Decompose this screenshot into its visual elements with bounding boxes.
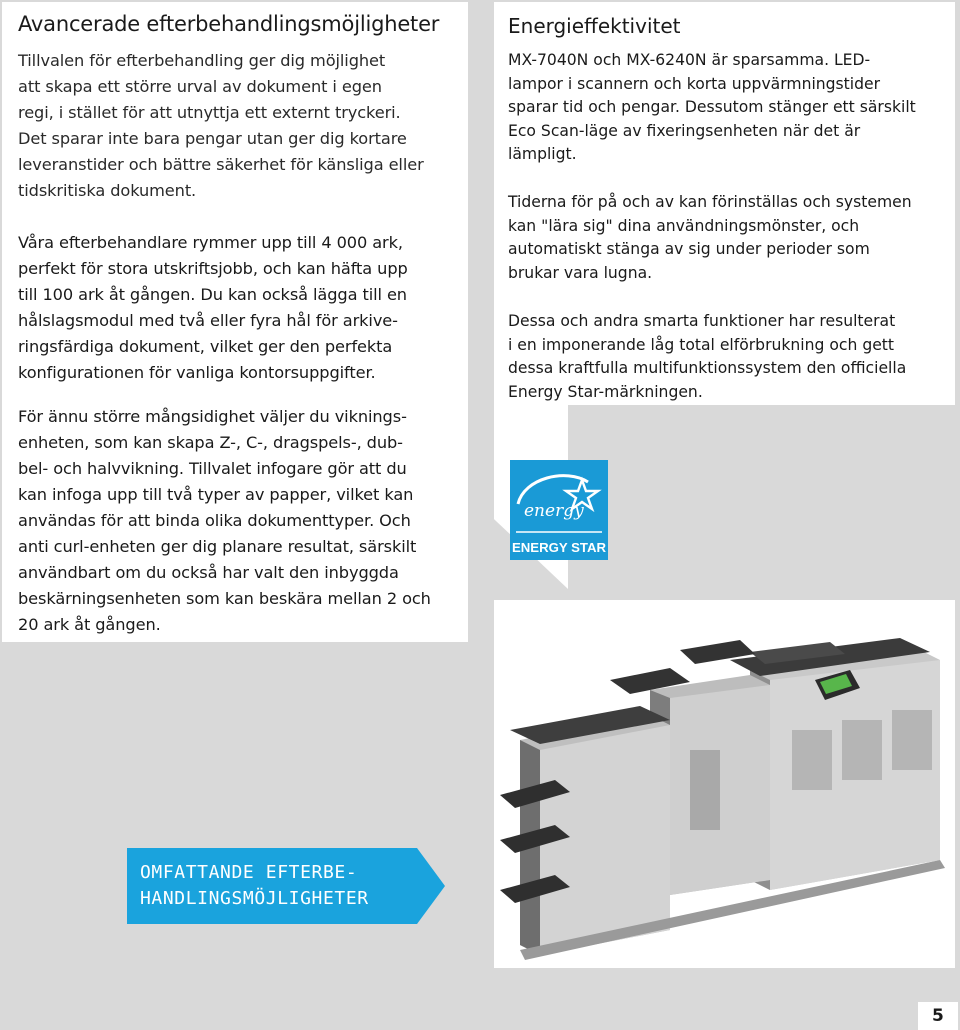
energy-star-paragraph: Dessa och andra smarta funktioner har resulterat i en imponerande låg total elförbrukning och gett dessa kraftfulla multifunktionssystem den officiella Energy Star-märkningen. <box>508 312 907 401</box>
section-heading-finishing: Avancerade efterbehandlingsmöjligheter <box>18 12 440 36</box>
finisher-capacity-paragraph: Våra efterbehandlare rymmer upp till 4 000 ark, perfekt för stora utskriftsjobb, och kan häfta upp till 100 ark åt gången. Du kan också lägga till en hålslagsmodul med två eller fyra hål för arkive- ringsfärdiga dokument, vilket ger den perfekta konfigurationen för vanliga kontorsuppgifter. <box>18 233 408 382</box>
energy-intro-paragraph: MX-7040N och MX-6240N är sparsamma. LED- lampor i scannern och korta uppvärmningstider sparar tid och pengar. Dessutom stänger ett särskilt Eco Scan-läge av fixeringsenheten när det är lämpligt. <box>508 51 916 163</box>
finishing-intro-paragraph: Tillvalen för efterbehandling ger dig möjlighet att skapa ett större urval av dokument i egen regi, i stället för att utnyttja ett externt tryckeri. Det sparar inte bara pengar utan ger dig kortare leveranstider och bättre säkerhet för känsliga eller tidskritiska dokument. <box>18 51 424 200</box>
energy-script-text: energy <box>524 501 584 521</box>
folding-unit-paragraph: För ännu större mångsidighet väljer du viknings- enheten, som kan skapa Z-, C-, dragspels-, dub- bel- och halvvikning. Tillvalet infogare gör att du kan infoga upp till två typer av papper, vilket kan användas för att binda olika dokumenttyper. Och anti curl-enheten ger dig planare resultat, särskilt användbart om du också har valt den inbyggda beskärningsenheten som kan beskära mellan 2 och 20 ark åt gången. <box>18 407 431 634</box>
multifunction-printer-illustration <box>500 610 950 965</box>
energy-star-logo <box>510 460 608 560</box>
energy-timer-paragraph: Tiderna för på och av kan förinställas och systemen kan "lära sig" dina användningsmönster, och automatiskt stänga av sig under perioder som brukar vara lugna. <box>508 193 912 282</box>
callout-text: OMFATTANDE EFTERBE- HANDLINGSMÖJLIGHETER <box>140 862 369 909</box>
page-number: 5 <box>932 1006 944 1026</box>
energy-star-label: ENERGY STAR <box>511 540 607 555</box>
section-heading-energy: Energieffektivitet <box>508 14 681 38</box>
